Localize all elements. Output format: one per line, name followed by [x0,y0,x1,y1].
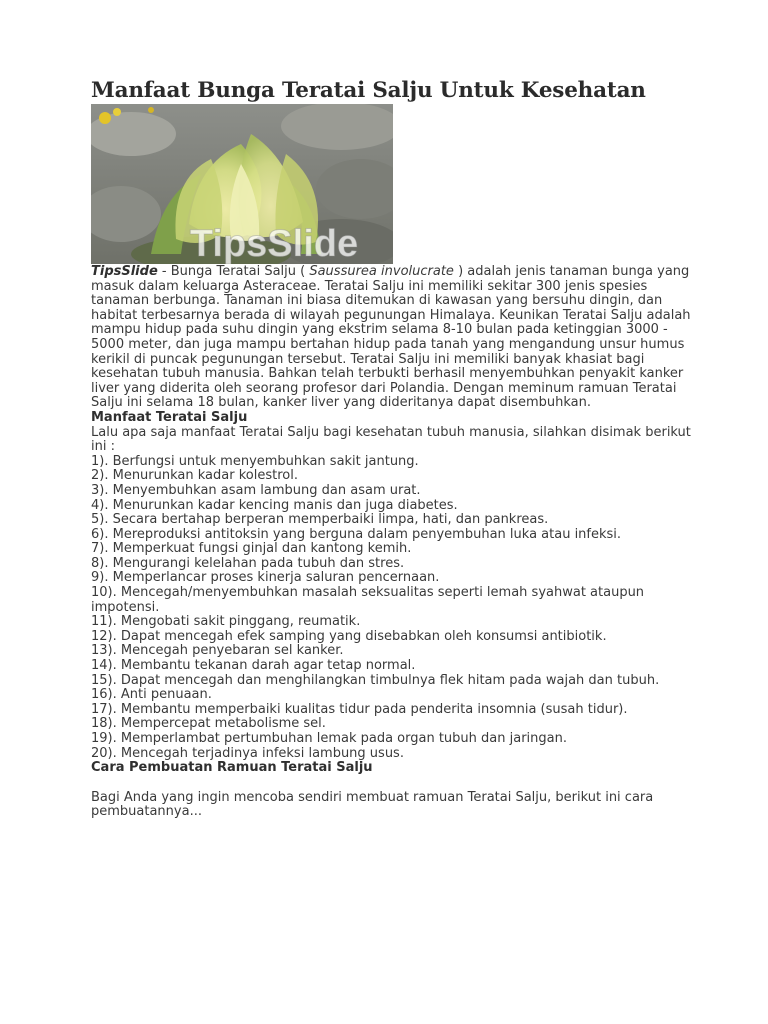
list-item: 19). Memperlambat pertumbuhan lemak pada organ tubuh dan jaringan. [91,731,567,746]
list-item: 3). Menyembuhkan asam lambung dan asam urat. [91,482,421,498]
list-item: 17). Membantu memperbaiki kualitas tidur pada penderita insomnia (susah tidur). [91,701,628,717]
intro-text-rest: ) adalah jenis tanaman bunga yang masuk dalam keluarga Asteraceae. Teratai Salju ini memiliki sekitar 300 jenis spesies tanaman berbunga. Tanaman ini biasa ditemukan di kawasan yang bersuhu dingin, dan habitat terbesarnya berada di wilayah pegunungan Himalaya. Keunikan Teratai Salju adalah mampu hidup pada suhu dingin yang ekstrim selama 8-10 bulan pada ketinggian 3000 - 5000 meter, dan juga mampu bertahan hidup pada tanah yang mengandung unsur humus kerikil di puncak pegunungan tersebut. Teratai Salju ini memiliki banyak khasiat bagi kesehatan tubuh manusia. Bahkan telah terbukti berhasil menyembuhkan penyakit kanker liver yang diderita oleh seorang profesor dari Polandia. Dengan meminum ramuan Teratai Salju ini selama 18 bulan, kanker liver yang dideritanya dapat disembuhkan. [91,264,691,411]
intro-paragraph [91,265,691,411]
spacer [91,776,691,791]
benefits-intro: Lalu apa saja manfaat Teratai Salju bagi kesehatan tubuh manusia, silahkan disimak berikut ini : [91,424,691,455]
list-item: 16). Anti penuaan. [91,687,212,703]
list-item: 8). Mengurangi kelelahan pada tubuh dan stres. [91,555,405,571]
snow-lotus-photo [91,104,393,264]
list-item: 10). Mencegah/menyembuhkan masalah seksualitas seperti lemah syahwat ataupun impotensi. [91,585,645,615]
section-heading-benefits: Manfaat Teratai Salju [91,409,248,425]
brand-name: TipsSlide [91,264,158,279]
list-item: 5). Secara bertahap berperan memperbaiki limpa, hati, dan pankreas. [91,512,549,528]
section-heading-preparation: Cara Pembuatan Ramuan Teratai Salju [91,760,373,776]
list-item: 20). Mencegah terjadinya infeksi lambung usus. [91,745,404,761]
list-item: 4). Menurunkan kadar kencing manis dan juga diabetes. [91,497,458,513]
intro-text-start: - Bunga Teratai Salju ( [157,264,310,279]
list-item: 2). Menurunkan kadar kolestrol. [91,468,298,484]
preparation-paragraph: Bagi Anda yang ingin mencoba sendiri membuat ramuan Teratai Salju, berikut ini cara pembuatannya... [91,789,654,820]
list-item: 18). Mempercepat metabolisme sel. [91,716,326,732]
list-item: 9). Memperlancar proses kinerja saluran pencernaan. [91,570,440,586]
list-item: 12). Dapat mencegah efek samping yang disebabkan oleh konsumsi antibiotik. [91,628,607,644]
list-item: 14). Membantu tekanan darah agar tetap normal. [91,658,416,674]
benefits-list [91,455,691,761]
list-item: 11). Mengobati sakit pinggang, reumatik. [91,614,361,630]
scientific-name: Saussurea involucrate [309,264,454,279]
list-item: 15). Dapat mencegah dan menghilangkan timbulnya flek hitam pada wajah dan tubuh. [91,672,660,688]
list-item: 1). Berfungsi untuk menyembuhkan sakit jantung. [91,453,419,469]
list-item: 13). Mencegah penyebaran sel kanker. [91,643,344,659]
page-title: Manfaat Bunga Teratai Salju Untuk Kesehatan [91,78,646,103]
image-watermark: TipsSlide [189,223,359,264]
list-item: 7). Memperkuat fungsi ginjal dan kantong kemih. [91,541,412,557]
list-item: 6). Mereproduksi antitoksin yang berguna dalam penyembuhan luka atau infeksi. [91,526,622,542]
article-body [91,265,691,820]
